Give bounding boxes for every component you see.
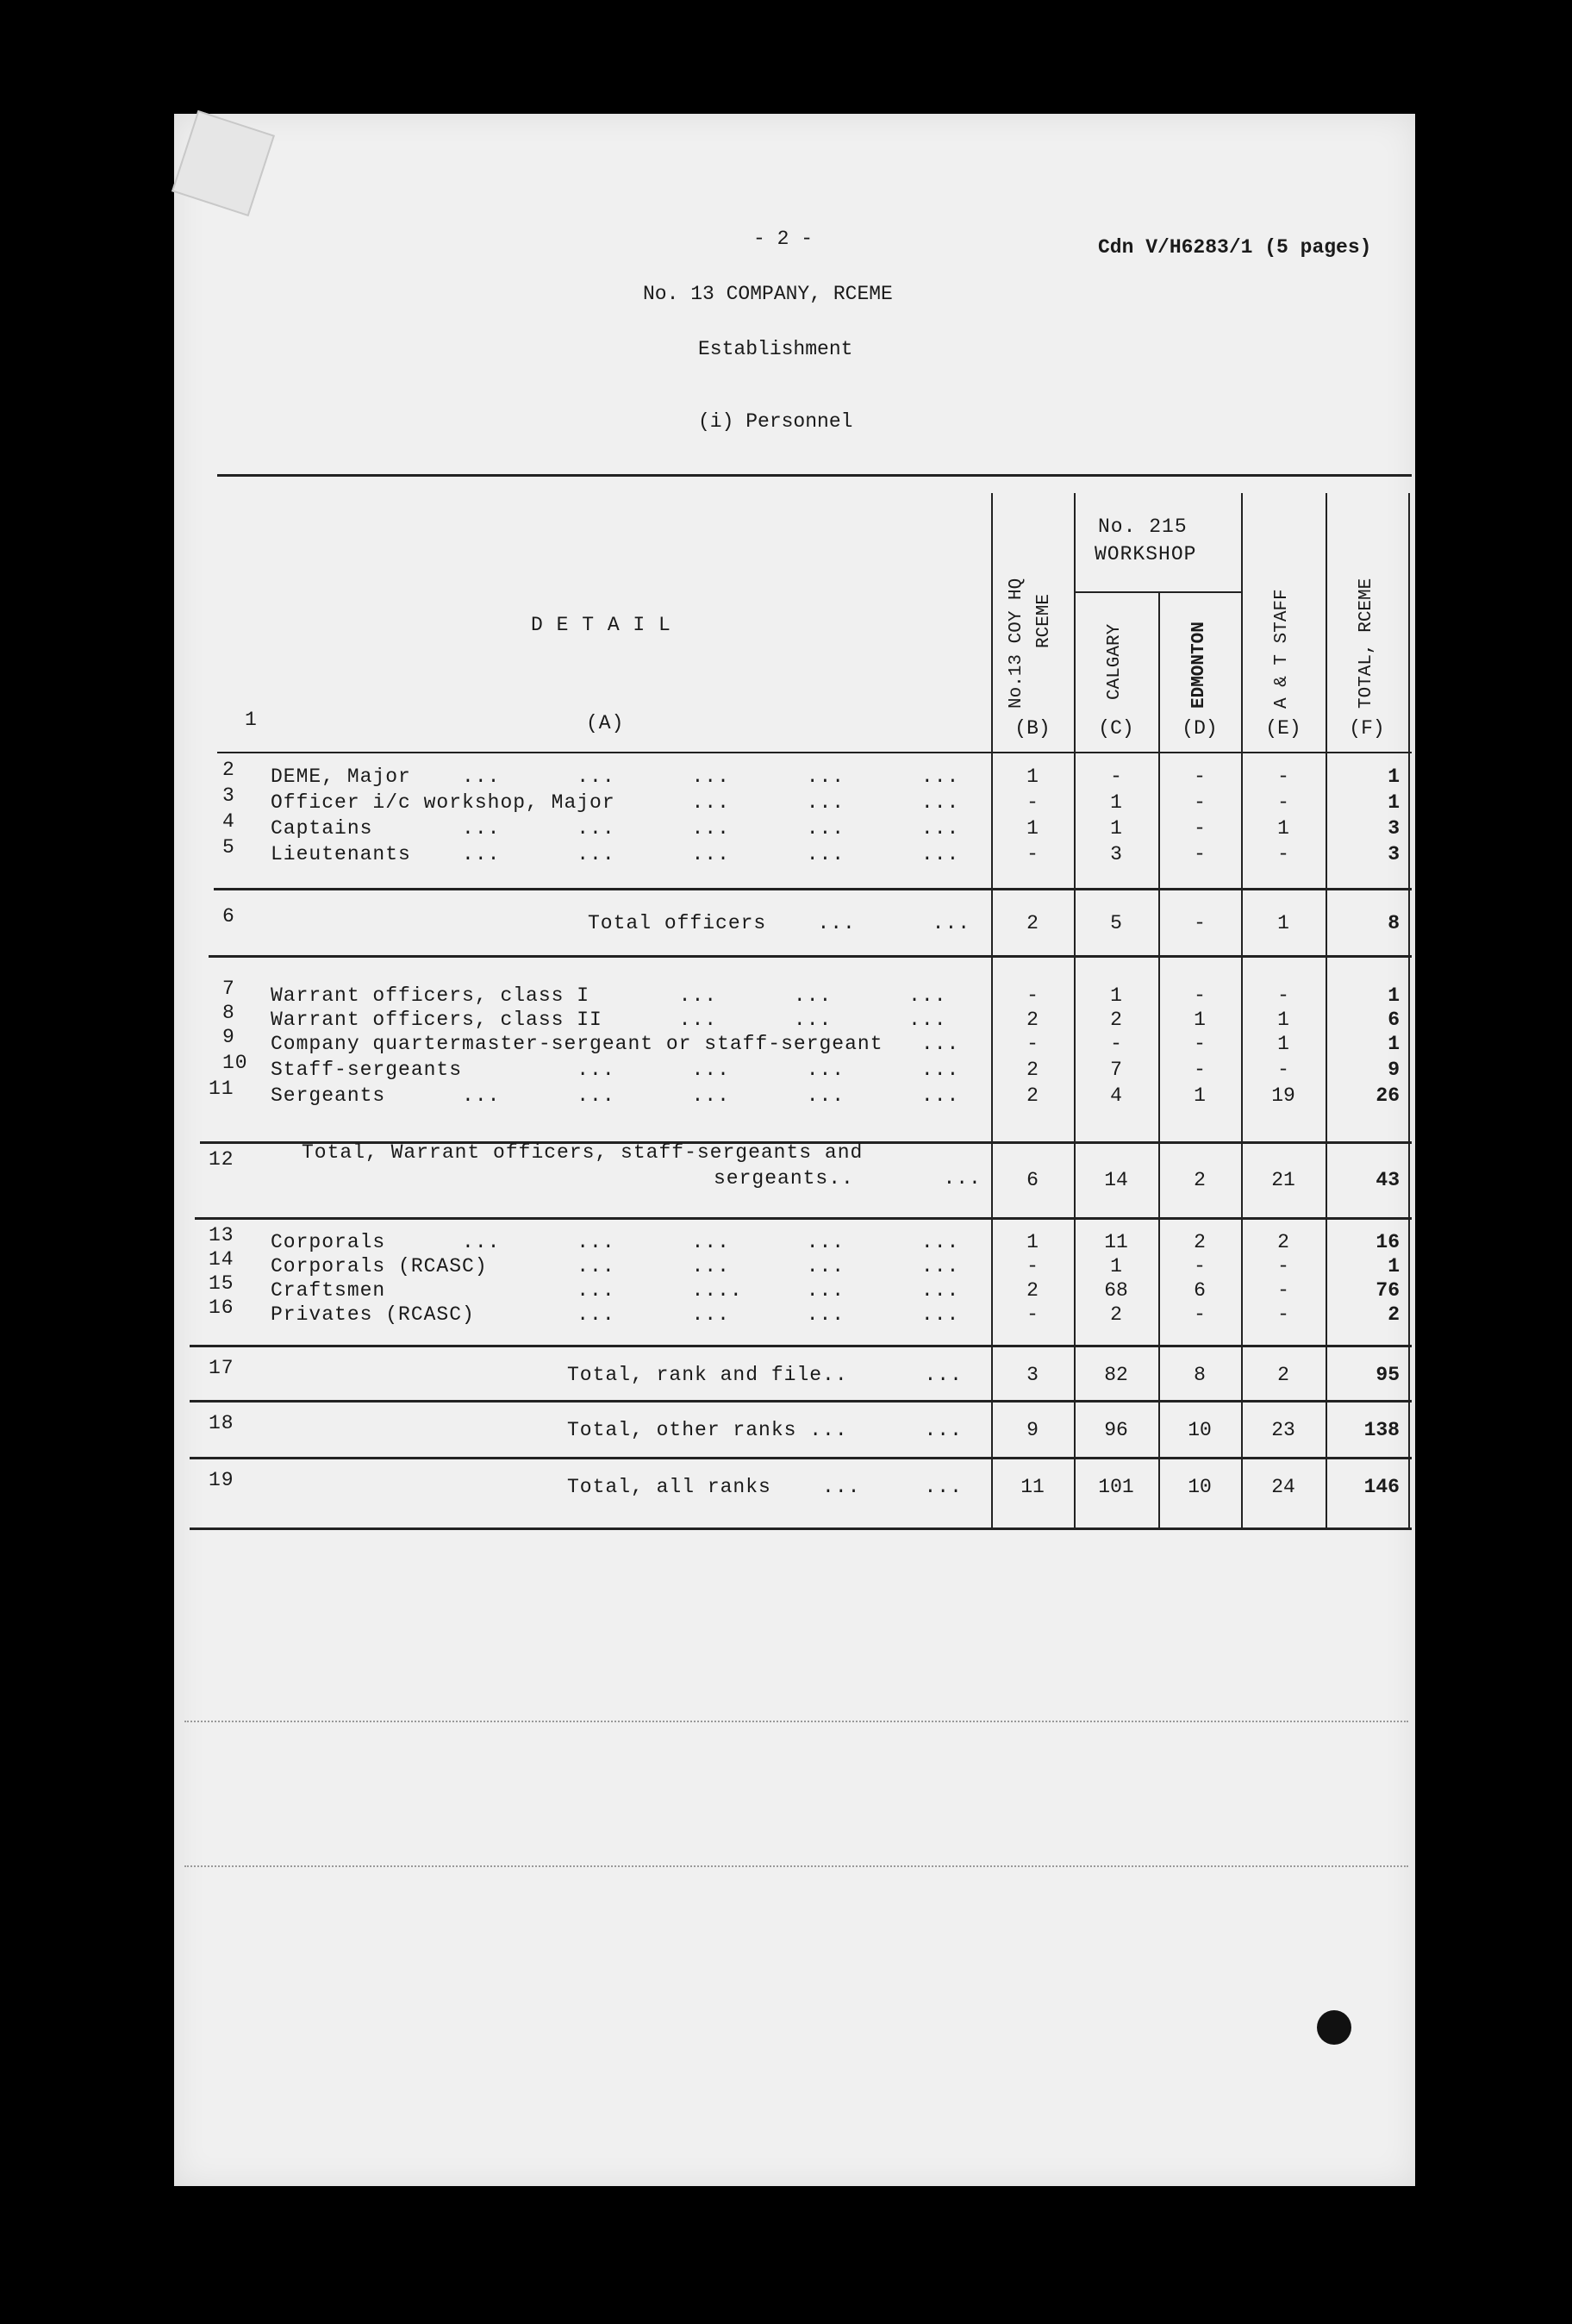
- row-number: 3: [222, 784, 235, 807]
- cell-b: 6: [1026, 1169, 1039, 1191]
- row-label-continuation: sergeants.. ...: [714, 1167, 982, 1190]
- cell-e: 23: [1271, 1419, 1295, 1441]
- cell-e: -: [1277, 1059, 1289, 1081]
- cell-b: 2: [1026, 912, 1039, 934]
- cell-c: 82: [1104, 1364, 1128, 1386]
- cell-e: 2: [1277, 1364, 1289, 1386]
- col-b-heading-line2: RCEME: [1034, 593, 1054, 648]
- cell-d: -: [1194, 1303, 1206, 1326]
- reference-number: Cdn V/H6283/1 (5 pages): [1098, 236, 1372, 259]
- cell-f: 3: [1388, 817, 1400, 840]
- cell-d: 1: [1194, 1084, 1206, 1107]
- cell-e: 19: [1271, 1084, 1295, 1107]
- row-label: Total, Warrant officers, staff-sergeants and: [302, 1141, 864, 1164]
- cell-f: 1: [1388, 791, 1400, 814]
- rule-after-privates: [190, 1345, 1412, 1347]
- col-b-heading-line1: No.13 COY HQ: [1007, 578, 1026, 709]
- faint-dotted-line: [184, 1865, 1408, 1867]
- col-c-letter: (C): [1098, 717, 1134, 740]
- row-number: 12: [209, 1148, 234, 1171]
- cell-c: 68: [1104, 1279, 1128, 1302]
- col-e-letter: (E): [1265, 717, 1301, 740]
- cell-c: -: [1110, 765, 1122, 788]
- row-label: Warrant officers, class I ... ... ...: [271, 984, 947, 1007]
- cell-e: -: [1277, 1279, 1289, 1302]
- row-number: 14: [209, 1248, 234, 1271]
- row-label: Company quartermaster-sergeant or staff-sergeant ...: [271, 1033, 960, 1055]
- col-f-heading: TOTAL, RCEME: [1357, 578, 1376, 709]
- cell-c: 1: [1110, 791, 1122, 814]
- cell-e: -: [1277, 843, 1289, 865]
- cell-f: 1: [1388, 1255, 1400, 1278]
- row-number: 11: [209, 1078, 234, 1100]
- cell-d: 2: [1194, 1231, 1206, 1253]
- cell-d: 2: [1194, 1169, 1206, 1191]
- workshop-heading-line1: No. 215: [1098, 515, 1188, 538]
- document-title: No. 13 COMPANY, RCEME: [643, 283, 893, 305]
- cell-f: 1: [1388, 984, 1400, 1007]
- cell-d: -: [1194, 912, 1206, 934]
- cell-c: 11: [1104, 1231, 1128, 1253]
- cell-d: -: [1194, 1059, 1206, 1081]
- table-right-border: [1408, 493, 1410, 1527]
- cell-c: 3: [1110, 843, 1122, 865]
- document-subtitle: Establishment: [698, 338, 853, 360]
- header-bottom-rule: [217, 752, 1412, 753]
- cell-b: 2: [1026, 1009, 1039, 1031]
- cell-f: 9: [1388, 1059, 1400, 1081]
- cell-b: 1: [1026, 765, 1039, 788]
- cell-c: 7: [1110, 1059, 1122, 1081]
- cell-b: -: [1026, 843, 1039, 865]
- cell-e: -: [1277, 1303, 1289, 1326]
- row-number: 17: [209, 1357, 234, 1379]
- cell-e: 1: [1277, 817, 1289, 840]
- cell-d: 1: [1194, 1009, 1206, 1031]
- row-label: Lieutenants ... ... ... ... ...: [271, 843, 960, 865]
- cell-f: 1: [1388, 1033, 1400, 1055]
- rule-after-total-officers: [209, 955, 1412, 958]
- cell-b: 2: [1026, 1279, 1039, 1302]
- cell-f: 8: [1388, 912, 1400, 934]
- cell-f: 146: [1363, 1476, 1400, 1498]
- rule-after-total-wo: [195, 1217, 1412, 1220]
- row-number: 4: [222, 810, 235, 833]
- cell-d: -: [1194, 984, 1206, 1007]
- cell-b: -: [1026, 1255, 1039, 1278]
- cell-c: 1: [1110, 984, 1122, 1007]
- workshop-heading-line2: WORKSHOP: [1095, 543, 1197, 565]
- cell-d: 10: [1188, 1476, 1212, 1498]
- cell-e: -: [1277, 765, 1289, 788]
- cell-b: 3: [1026, 1364, 1039, 1386]
- cell-d: -: [1194, 817, 1206, 840]
- row-label: Staff-sergeants ... ... ... ...: [271, 1059, 960, 1081]
- cell-c: 14: [1104, 1169, 1128, 1191]
- table-bottom-rule: [190, 1527, 1412, 1530]
- cell-b: 9: [1026, 1419, 1039, 1441]
- cell-d: -: [1194, 843, 1206, 865]
- faint-dotted-line: [184, 1721, 1408, 1722]
- cell-e: -: [1277, 791, 1289, 814]
- cell-e: -: [1277, 984, 1289, 1007]
- page-number: - 2 -: [753, 228, 814, 250]
- row-number: 9: [222, 1026, 235, 1048]
- cell-c: 5: [1110, 912, 1122, 934]
- cell-d: -: [1194, 1255, 1206, 1278]
- ink-blot: [1317, 2010, 1351, 2045]
- row-number: 8: [222, 1002, 235, 1024]
- cell-e: 1: [1277, 1033, 1289, 1055]
- column-number-heading: 1: [245, 709, 258, 731]
- col-c-heading: CALGARY: [1105, 623, 1125, 700]
- cell-f: 76: [1376, 1279, 1400, 1302]
- cell-f: 2: [1388, 1303, 1400, 1326]
- col-b-letter: (B): [1014, 717, 1051, 740]
- row-number: 16: [209, 1296, 234, 1319]
- cell-c: 96: [1104, 1419, 1128, 1441]
- row-label: Total, other ranks ... ...: [567, 1419, 963, 1441]
- row-label: Total officers ... ...: [588, 912, 971, 934]
- col-d-letter: (D): [1182, 717, 1218, 740]
- row-label: Sergeants ... ... ... ... ...: [271, 1084, 960, 1107]
- cell-c: 1: [1110, 817, 1122, 840]
- row-label: Captains ... ... ... ... ...: [271, 817, 960, 840]
- cell-b: 2: [1026, 1059, 1039, 1081]
- cell-b: 1: [1026, 817, 1039, 840]
- cell-c: 101: [1098, 1476, 1134, 1498]
- cell-d: -: [1194, 791, 1206, 814]
- row-number: 10: [222, 1052, 248, 1074]
- cell-c: 2: [1110, 1009, 1122, 1031]
- row-label: Corporals (RCASC) ... ... ... ...: [271, 1255, 960, 1278]
- rule-after-officers: [214, 888, 1412, 890]
- cell-b: 1: [1026, 1231, 1039, 1253]
- cell-c: -: [1110, 1033, 1122, 1055]
- cell-f: 138: [1363, 1419, 1400, 1441]
- cell-d: 10: [1188, 1419, 1212, 1441]
- row-label: Officer i/c workshop, Major ... ... ...: [271, 791, 960, 814]
- cell-f: 95: [1376, 1364, 1400, 1386]
- cell-d: -: [1194, 765, 1206, 788]
- cell-e: -: [1277, 1255, 1289, 1278]
- row-number: 2: [222, 759, 235, 781]
- cell-d: -: [1194, 1033, 1206, 1055]
- cell-b: -: [1026, 1303, 1039, 1326]
- document-page: [174, 114, 1415, 2186]
- col-d-heading: EDMONTON: [1189, 622, 1209, 709]
- row-label: Privates (RCASC) ... ... ... ...: [271, 1303, 960, 1326]
- detail-heading: D E T A I L: [531, 614, 671, 636]
- cell-b: 11: [1020, 1476, 1045, 1498]
- row-label: DEME, Major ... ... ... ... ...: [271, 765, 960, 788]
- cell-f: 3: [1388, 843, 1400, 865]
- table-top-rule: [217, 474, 1412, 477]
- row-label: Total, rank and file.. ...: [567, 1364, 963, 1386]
- rule-after-rank-file: [190, 1400, 1412, 1403]
- row-number: 19: [209, 1469, 234, 1491]
- row-number: 5: [222, 836, 235, 859]
- cell-c: 4: [1110, 1084, 1122, 1107]
- cell-c: 1: [1110, 1255, 1122, 1278]
- cell-b: -: [1026, 1033, 1039, 1055]
- row-number: 18: [209, 1412, 234, 1434]
- cell-f: 43: [1376, 1169, 1400, 1191]
- detail-letter: (A): [586, 712, 625, 734]
- cell-e: 21: [1271, 1169, 1295, 1191]
- cell-e: 1: [1277, 912, 1289, 934]
- cell-d: 8: [1194, 1364, 1206, 1386]
- cell-b: -: [1026, 984, 1039, 1007]
- col-e-heading: A & T STAFF: [1272, 589, 1292, 709]
- row-number: 13: [209, 1224, 234, 1246]
- row-label: Corporals ... ... ... ... ...: [271, 1231, 960, 1253]
- row-number: 6: [222, 905, 235, 928]
- paper-corner-mark: [172, 110, 275, 216]
- row-label: Craftsmen ... .... ... ...: [271, 1279, 960, 1302]
- cell-e: 2: [1277, 1231, 1289, 1253]
- cell-e: 1: [1277, 1009, 1289, 1031]
- cell-d: 6: [1194, 1279, 1206, 1302]
- cell-b: -: [1026, 791, 1039, 814]
- cell-f: 26: [1376, 1084, 1400, 1107]
- row-label: Warrant officers, class II ... ... ...: [271, 1009, 947, 1031]
- cell-f: 1: [1388, 765, 1400, 788]
- cell-c: 2: [1110, 1303, 1122, 1326]
- section-heading: (i) Personnel: [698, 410, 853, 433]
- col-f-letter: (F): [1349, 717, 1385, 740]
- cell-b: 2: [1026, 1084, 1039, 1107]
- cell-f: 6: [1388, 1009, 1400, 1031]
- rule-after-other-ranks: [190, 1457, 1412, 1459]
- cell-f: 16: [1376, 1231, 1400, 1253]
- row-label: Total, all ranks ... ...: [567, 1476, 963, 1498]
- row-number: 15: [209, 1272, 234, 1295]
- cell-e: 24: [1271, 1476, 1295, 1498]
- row-number: 7: [222, 978, 235, 1000]
